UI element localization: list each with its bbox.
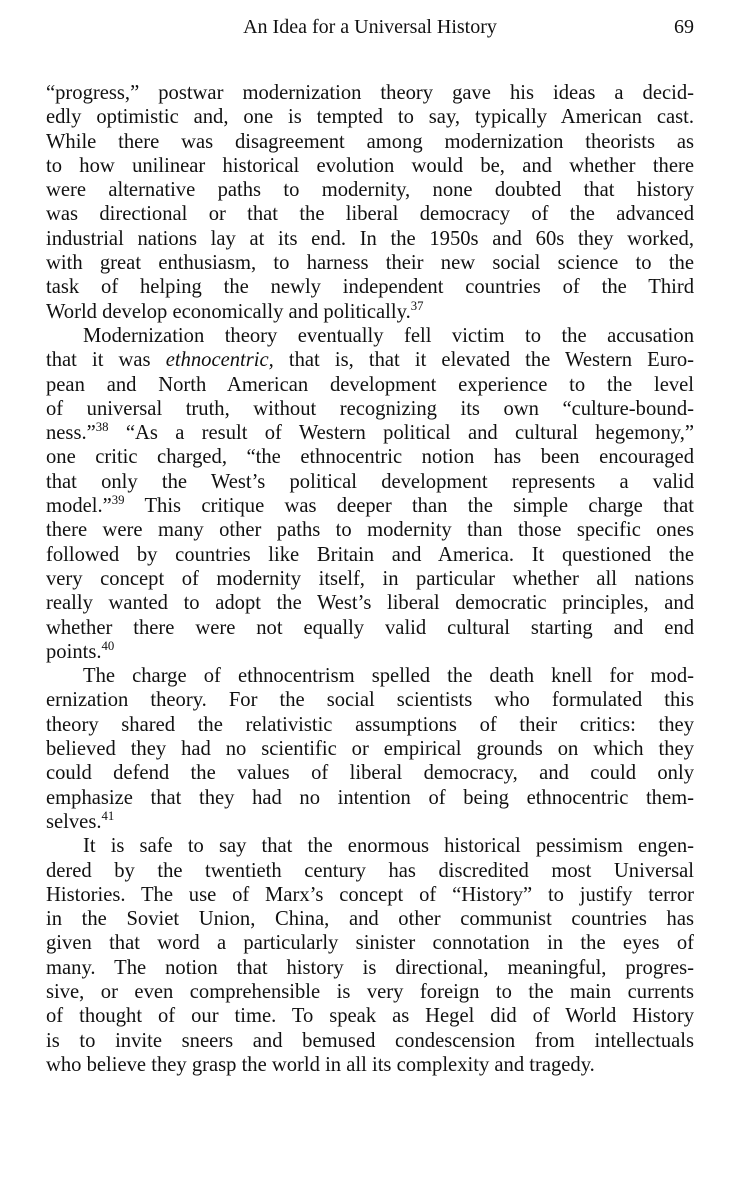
text-run: that it was [46, 349, 166, 372]
text-run: sive, or even comprehensible is very foreign to the main currents [46, 980, 694, 1003]
text-run: really wanted to adopt the West’s liberal democratic principles, and [46, 592, 694, 615]
paragraph [46, 81, 694, 324]
text-run: very concept of modernity itself, in particular whether all nations [46, 567, 694, 590]
footnote-reference: 41 [101, 809, 115, 823]
footnote-reference: 37 [410, 298, 424, 313]
text-line [46, 931, 694, 955]
text-line [46, 980, 694, 1004]
text-run: points. [46, 640, 102, 663]
text-run: edly optimistic and, one is tempted to say, typically American cast. [46, 106, 694, 129]
text-line [46, 518, 694, 542]
text-line [46, 494, 694, 518]
text-run: pean and North American development experience to the level [46, 373, 694, 396]
text-run: task of helping the newly independent countries of the Third [46, 276, 694, 299]
body-text [46, 81, 694, 1077]
text-line [46, 470, 694, 494]
text-line [46, 591, 694, 615]
text-line [46, 543, 694, 567]
running-head [46, 14, 694, 40]
text-line [46, 956, 694, 980]
text-line [46, 202, 694, 226]
paragraph [46, 834, 694, 1077]
text-run: that is, that it elevated the Western Euro- [273, 349, 695, 372]
text-line [46, 421, 694, 445]
text-line [46, 640, 694, 664]
text-line [46, 907, 694, 931]
text-line [46, 567, 694, 591]
text-line [46, 1053, 694, 1077]
text-line [46, 883, 694, 907]
text-run: World develop economically and politically. [46, 300, 411, 323]
text-run: theory shared the relativistic assumptions of their critics: they [46, 713, 694, 736]
text-run: emphasize that they had no intention of being ethnocentric them- [46, 786, 694, 809]
text-line [46, 859, 694, 883]
text-line [46, 810, 694, 834]
text-line [46, 227, 694, 251]
text-run: were alternative paths to modernity, none doubted that history [46, 179, 694, 202]
text-run: ness.” [46, 422, 96, 445]
text-run: “As a result of Western political and cultural hegemony,” [108, 422, 694, 445]
text-line [46, 130, 694, 154]
text-run: “progress,” postwar modernization theory gave his ideas a decid- [46, 82, 694, 104]
text-run: This critique was deeper than the simple charge that [124, 495, 694, 518]
footnote-reference: 38 [95, 420, 109, 435]
text-run: one critic charged, “the ethnocentric notion has been encouraged [46, 446, 694, 469]
text-line [46, 324, 694, 348]
italic-term: ethnocentric, [165, 349, 274, 372]
text-line [46, 105, 694, 129]
text-run: given that word a particularly sinister connotation in the eyes of [46, 932, 694, 955]
text-line [46, 178, 694, 202]
text-run: followed by countries like Britain and America. It questioned the [46, 543, 694, 566]
text-run: was directional or that the liberal democracy of the advanced [46, 203, 694, 226]
text-run: who believe they grasp the world in all its complexity and tragedy. [46, 1053, 595, 1076]
text-run: of universal truth, without recognizing its own “culture-bound- [46, 397, 694, 420]
text-run: believed they had no scientific or empirical grounds on which they [46, 738, 694, 761]
text-line [46, 664, 694, 688]
text-line [46, 761, 694, 785]
text-line [46, 397, 694, 421]
text-run: dered by the twentieth century has discredited most Universal [46, 859, 694, 882]
text-line [46, 300, 694, 324]
text-run: there were many other paths to modernity than those specific ones [46, 519, 694, 542]
text-run: model.” [46, 495, 112, 518]
text-run: whether there were not equally valid cultural starting and end [46, 616, 694, 639]
footnote-reference: 40 [101, 638, 115, 653]
page-number: 69 [674, 16, 694, 38]
text-line [46, 348, 694, 372]
text-run: is to invite sneers and bemused condescension from intellectuals [46, 1029, 694, 1052]
text-run: Histories. The use of Marx’s concept of “History” to justify terror [46, 883, 694, 906]
text-line [46, 373, 694, 397]
text-line [46, 154, 694, 178]
text-line [46, 275, 694, 299]
paragraph [46, 664, 694, 834]
text-line [46, 1004, 694, 1028]
text-line [46, 1029, 694, 1053]
text-run: many. The notion that history is directional, meaningful, progres- [46, 956, 694, 979]
text-line [46, 737, 694, 761]
text-run: could defend the values of liberal democracy, and could only [46, 762, 694, 785]
text-run: While there was disagreement among modernization theorists as [46, 130, 694, 153]
text-run: with great enthusiasm, to harness their new social science to the [46, 252, 694, 275]
text-line [46, 786, 694, 810]
text-run: It is safe to say that the enormous historical pessimism engen- [83, 835, 694, 858]
text-run: industrial nations lay at its end. In the 1950s and 60s they worked, [46, 227, 694, 250]
text-run: in the Soviet Union, China, and other communist countries has [46, 908, 694, 931]
text-line [46, 834, 694, 858]
text-line [46, 713, 694, 737]
footnote-reference: 39 [111, 493, 125, 508]
text-run: of thought of our time. To speak as Hegel did of World History [46, 1005, 694, 1028]
text-line [46, 616, 694, 640]
text-run: selves. [46, 810, 102, 833]
text-run: The charge of ethnocentrism spelled the death knell for mod- [83, 665, 694, 688]
text-run: to how unilinear historical evolution would be, and whether there [46, 154, 694, 177]
text-run: ernization theory. For the social scientists who formulated this [46, 689, 694, 712]
running-title: An Idea for a Universal History [243, 16, 497, 38]
text-line [46, 251, 694, 275]
text-line [46, 81, 694, 105]
text-line [46, 688, 694, 712]
paragraph [46, 324, 694, 664]
text-run: that only the West’s political development represents a valid [46, 470, 694, 493]
text-line [46, 445, 694, 469]
text-run: Modernization theory eventually fell victim to the accusation [83, 324, 694, 347]
